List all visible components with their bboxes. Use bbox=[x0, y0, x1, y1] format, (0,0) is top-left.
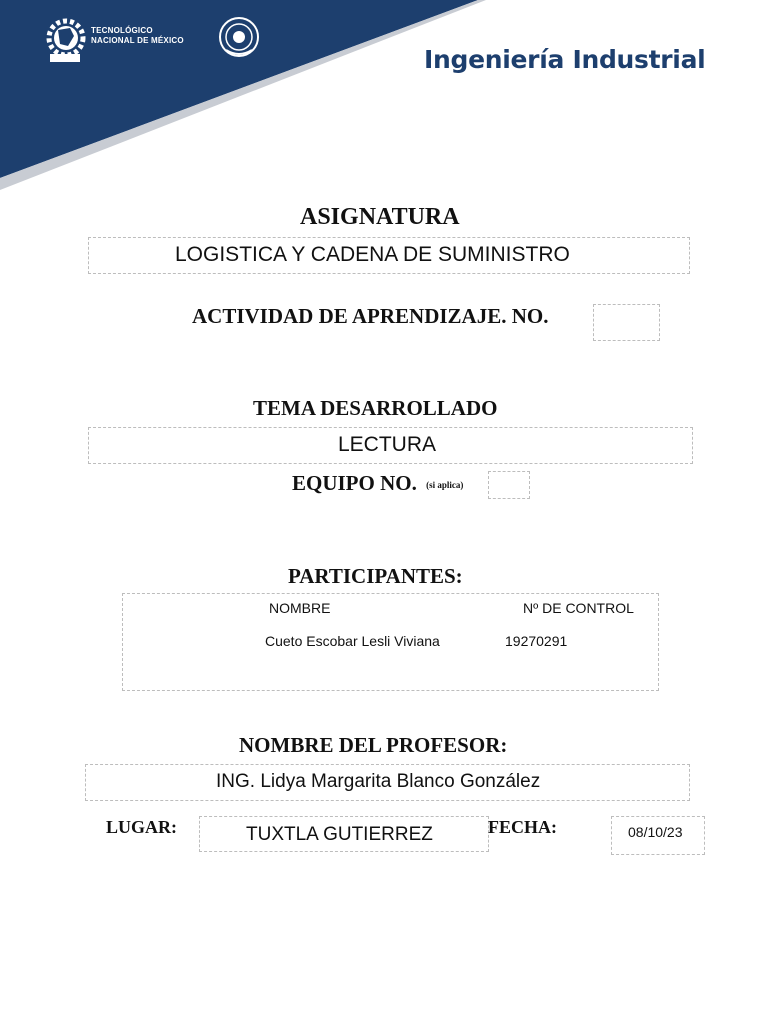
participantes-table bbox=[122, 593, 659, 691]
tecnologico-seal bbox=[220, 18, 258, 56]
lugar-box[interactable] bbox=[199, 816, 489, 852]
lugar-label: LUGAR: bbox=[106, 817, 177, 837]
actividad-label: ACTIVIDAD DE APRENDIZAJE. NO. bbox=[192, 304, 549, 328]
asignatura-value: LOGISTICA Y CADENA DE SUMINISTRO bbox=[175, 243, 570, 266]
institution-line2: NACIONAL DE MÉXICO bbox=[91, 36, 184, 45]
asignatura-box[interactable] bbox=[88, 237, 690, 274]
actividad-number-box[interactable] bbox=[593, 304, 660, 341]
profesor-value: ING. Lidya Margarita Blanco González bbox=[216, 771, 541, 792]
column-header-control: Nº DE CONTROL bbox=[523, 600, 634, 616]
tema-box[interactable] bbox=[88, 427, 693, 464]
profesor-box[interactable] bbox=[85, 764, 690, 801]
lugar-value: TUXTLA GUTIERREZ bbox=[246, 824, 433, 845]
equipo-label-text: EQUIPO NO. bbox=[292, 471, 417, 495]
tema-value: LECTURA bbox=[338, 433, 437, 456]
column-header-nombre: NOMBRE bbox=[269, 600, 331, 616]
asignatura-label: ASIGNATURA bbox=[300, 204, 460, 230]
institution-name bbox=[91, 26, 184, 46]
fecha-box[interactable] bbox=[611, 816, 705, 855]
participant-name: Cueto Escobar Lesli Viviana bbox=[265, 633, 440, 649]
equipo-label bbox=[292, 471, 463, 496]
fecha-label: FECHA: bbox=[488, 817, 557, 837]
tema-label: TEMA DESARROLLADO bbox=[253, 396, 498, 420]
equipo-number-box[interactable] bbox=[488, 471, 530, 499]
fecha-value: 08/10/23 bbox=[628, 824, 683, 840]
profesor-label: NOMBRE DEL PROFESOR: bbox=[239, 733, 508, 757]
institution-line1: TECNOLÓGICO bbox=[91, 26, 153, 35]
equipo-note: (si aplica) bbox=[426, 480, 464, 490]
participant-control: 19270291 bbox=[505, 633, 568, 649]
program-title: Ingeniería Industrial bbox=[424, 45, 706, 74]
participantes-label: PARTICIPANTES: bbox=[288, 564, 463, 588]
